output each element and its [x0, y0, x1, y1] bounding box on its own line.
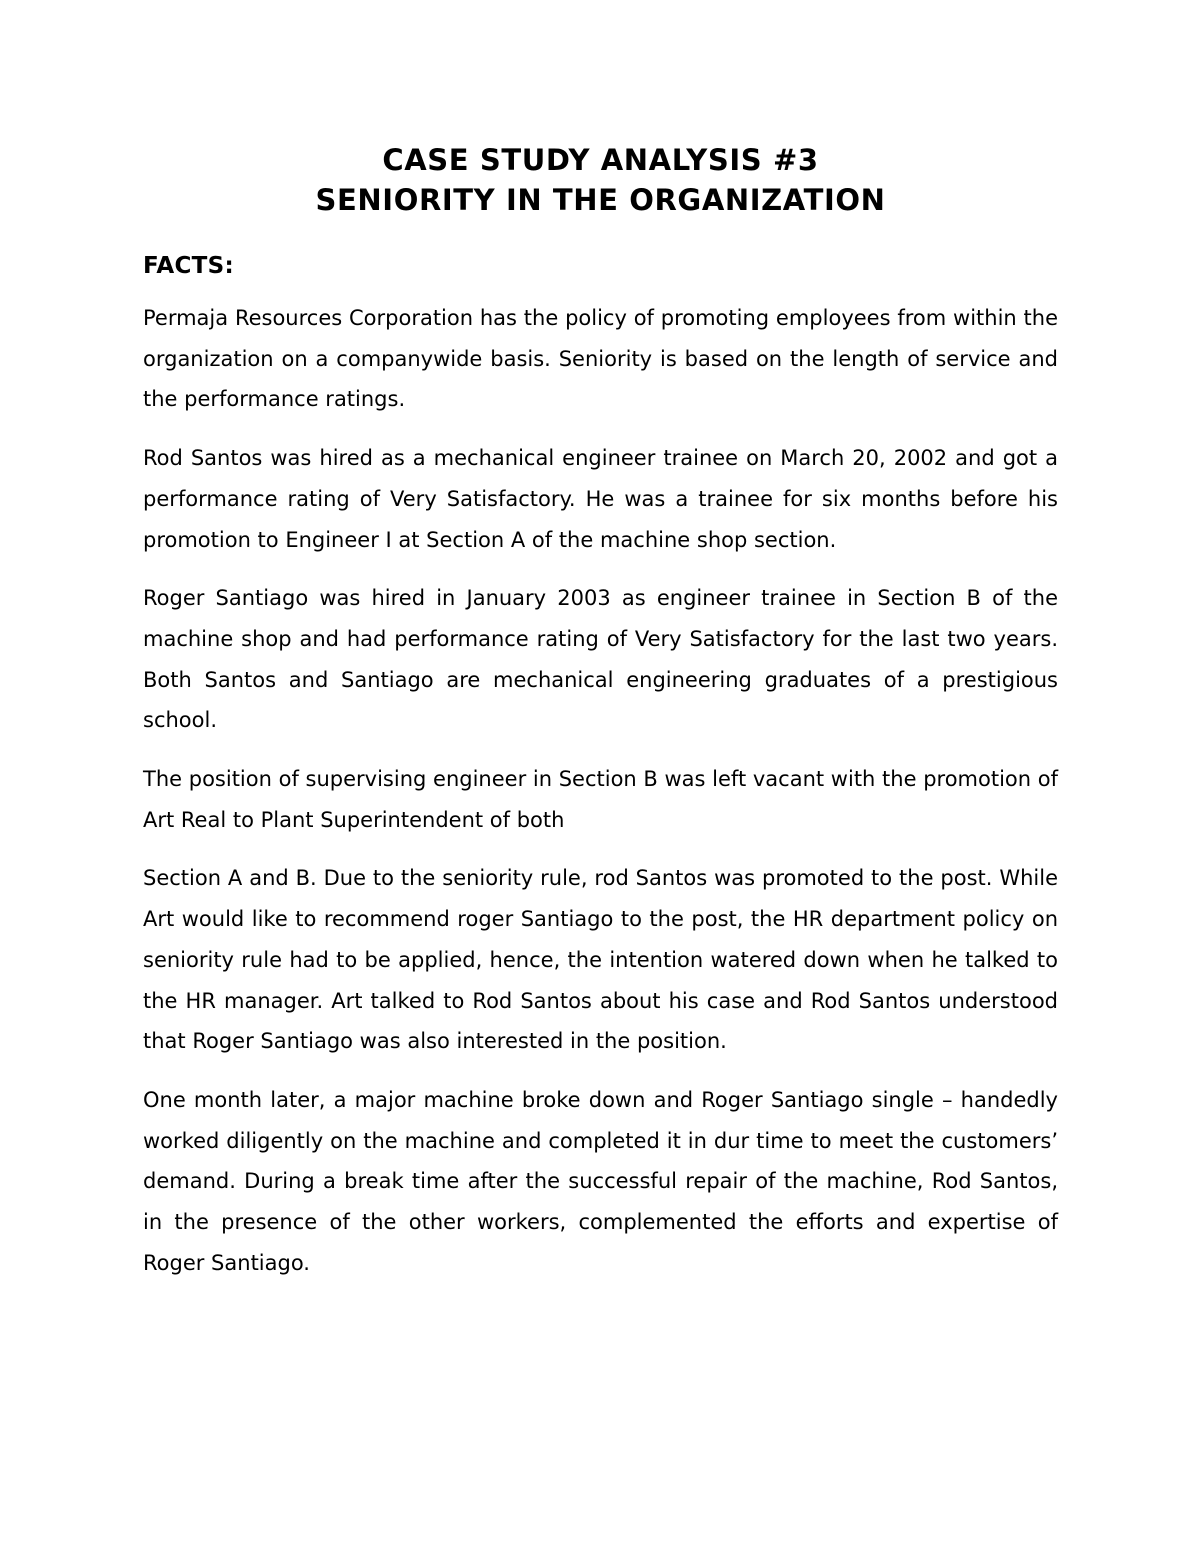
title-line-2: SENIORITY IN THE ORGANIZATION [315, 183, 886, 217]
document-body [143, 140, 1058, 1283]
paragraph-policy: Permaja Resources Corporation has the policy of promoting employees from within the organization on a companywide basis. Seniority is based on the length of service and the performance ratings. [143, 306, 1058, 412]
paragraph-vacant-position: The position of supervising engineer in Section B was left vacant with the promotion of Art Real to Plant Superintendent of both [143, 767, 1058, 832]
facts-heading: FACTS: [143, 253, 235, 279]
paragraph-rod-santos: Rod Santos was hired as a mechanical engineer trainee on March 20, 2002 and got a performance rating of Very Satisfactory. He was a trainee for six months before his promotion to Engineer I at Section A of the machine shop section. [143, 446, 1058, 552]
paragraph-seniority-rule: Section A and B. Due to the seniority rule, rod Santos was promoted to the post. While Art would like to recommend roger Santiago to the post, the HR department policy on seniority rule had to be applied, hence, the intention watered down when he talked to the HR manager. Art talked to Rod Santos about his case and Rod Santos understood that Roger Santiago was also interested in the position. [143, 866, 1058, 1054]
title-line-1: CASE STUDY ANALYSIS #3 [382, 143, 819, 177]
paragraph-roger-santiago: Roger Santiago was hired in January 2003 as engineer trainee in Section B of the machine shop and had performance rating of Very Satisfactory for the last two years. Both Santos and Santiago are mechanical engineering graduates of a prestigious school. [143, 586, 1058, 733]
document-title [143, 140, 1058, 220]
paragraph-machine-breakdown: One month later, a major machine broke down and Roger Santiago single – handedly worked diligently on the machine and completed it in dur time to meet the customers’ demand. During a break time after the successful repair of the machine, Rod Santos, in the presence of the other workers, complemented the efforts and expertise of Roger Santiago. [143, 1087, 1058, 1275]
